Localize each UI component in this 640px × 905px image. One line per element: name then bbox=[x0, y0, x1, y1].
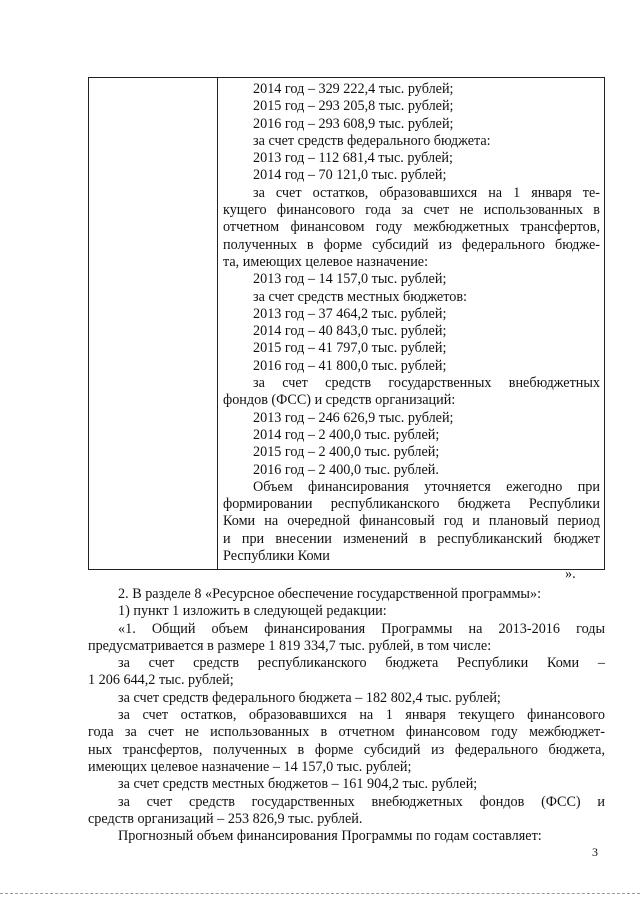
table-text-line: 2015 год – 293 205,8 тыс. рублей; bbox=[253, 98, 454, 115]
passport-table bbox=[88, 77, 605, 570]
body-text-line: 1 206 644,2 тыс. рублей; bbox=[88, 672, 234, 689]
body-text-line: за счет остатков, образовавшихся на 1 января текущего финансового bbox=[118, 707, 605, 724]
body-text-line: за счет средств федерального бюджета – 182 802,4 тыс. рублей; bbox=[118, 689, 501, 706]
table-text-line: 2016 год – 293 608,9 тыс. рублей; bbox=[253, 115, 454, 132]
body-text-line: «1. Общий объем финансирования Программы на 2013-2016 годы bbox=[118, 620, 605, 637]
body-text-line: средств организаций – 253 826,9 тыс. рублей. bbox=[88, 810, 363, 827]
body-text-line: за счет средств республиканского бюджета Республики Коми – bbox=[118, 655, 605, 672]
table-text-line: 2014 год – 70 121,0 тыс. рублей; bbox=[253, 167, 447, 184]
page-number: 3 bbox=[592, 845, 598, 859]
table-text-line: отчетном финансовом году межбюджетных трансфертов, bbox=[223, 219, 600, 236]
table-text-line: кущего финансового года за счет не использованных в bbox=[223, 202, 600, 219]
table-text-line: Коми на очередной финансовый год и плановый период bbox=[223, 513, 600, 530]
table-text-line: формировании республиканского бюджета Республики bbox=[223, 496, 600, 513]
body-text-line: имеющих целевое назначение – 14 157,0 тыс. рублей; bbox=[88, 758, 412, 775]
body-text-line: за счет средств государственных внебюджетных фондов (ФСС) и bbox=[118, 793, 605, 810]
body-text-line: 2. В разделе 8 «Ресурсное обеспечение государственной программы»: bbox=[118, 586, 542, 602]
section-body-text bbox=[88, 586, 605, 845]
body-text-line: за счет средств местных бюджетов – 161 904,2 тыс. рублей; bbox=[118, 776, 478, 793]
table-text-line: полученных в форме субсидий из федерального бюдже- bbox=[223, 236, 600, 253]
body-text-line: Прогнозный объем финансирования Программы по годам составляет: bbox=[118, 828, 542, 845]
table-column-divider bbox=[217, 78, 218, 569]
table-text-line: 2014 год – 40 843,0 тыс. рублей; bbox=[253, 323, 447, 340]
table-text-line: за счет средств федерального бюджета: bbox=[253, 132, 491, 149]
table-text-line: 2013 год – 14 157,0 тыс. рублей; bbox=[253, 271, 447, 288]
body-text-line: ных трансфертов, полученных в форме субсидий из федерального бюджета, bbox=[88, 741, 605, 758]
body-text-line: 1) пункт 1 изложить в следующей редакции: bbox=[118, 603, 387, 620]
table-text-line: Республики Коми bbox=[223, 548, 330, 565]
table-text-line: за счет средств государственных внебюджетных bbox=[253, 375, 600, 392]
table-text-line: 2013 год – 112 681,4 тыс. рублей; bbox=[253, 150, 453, 167]
table-text-line: 2014 год – 329 222,4 тыс. рублей; bbox=[253, 81, 454, 97]
table-text-line: 2014 год – 2 400,0 тыс. рублей; bbox=[253, 426, 440, 443]
table-text-line: и при внесении изменений в республиканский бюджет bbox=[223, 530, 600, 547]
table-text-line: за счет остатков, образовавшихся на 1 января те- bbox=[253, 184, 600, 201]
table-text-line: фондов (ФСС) и средств организаций: bbox=[223, 392, 456, 409]
body-text-line: предусматривается в размере 1 819 334,7 тыс. рублей, в том числе: bbox=[88, 637, 492, 654]
table-text-line: за счет средств местных бюджетов: bbox=[253, 288, 467, 305]
body-text-line: года за счет не использованных в отчетном финансовом году межбюджет- bbox=[88, 724, 605, 741]
table-text-line: 2013 год – 246 626,9 тыс. рублей; bbox=[253, 409, 454, 426]
scan-edge-line bbox=[0, 893, 640, 894]
table-text-line: 2016 год – 2 400,0 тыс. рублей. bbox=[253, 461, 439, 478]
table-close-quote: ». bbox=[565, 566, 576, 582]
table-text-line: Объем финансирования уточняется ежегодно при bbox=[253, 478, 600, 495]
table-text-line: 2015 год – 41 797,0 тыс. рублей; bbox=[253, 340, 447, 357]
table-cell-financing bbox=[223, 81, 600, 565]
table-text-line: 2013 год – 37 464,2 тыс. рублей; bbox=[253, 305, 447, 322]
table-text-line: 2016 год – 41 800,0 тыс. рублей; bbox=[253, 357, 447, 374]
table-text-line: 2015 год – 2 400,0 тыс. рублей; bbox=[253, 444, 440, 461]
table-text-line: та, имеющих целевое назначение: bbox=[223, 253, 429, 270]
